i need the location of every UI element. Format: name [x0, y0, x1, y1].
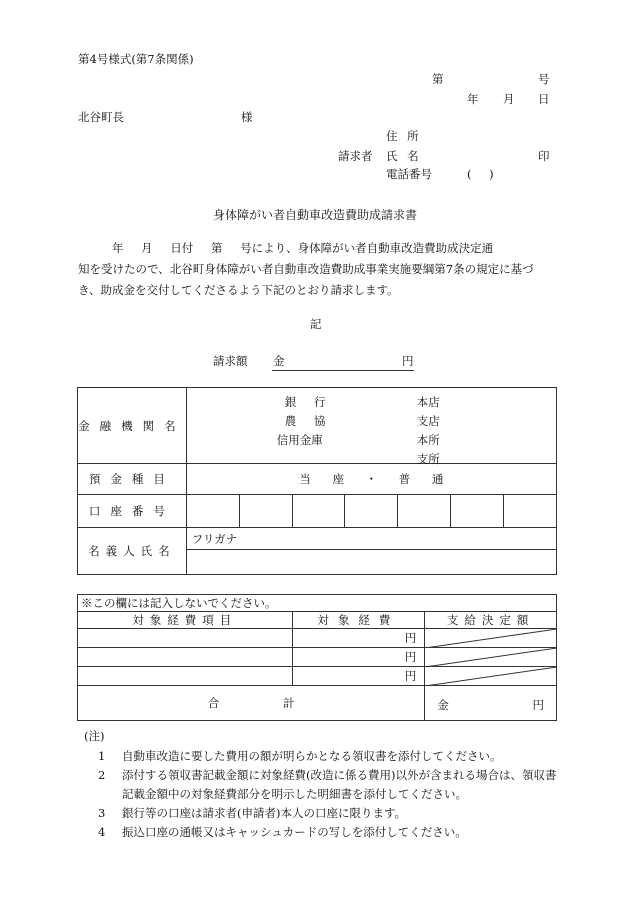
branch-type-main: 本店: [416, 395, 440, 409]
diagonal-strike: [425, 648, 557, 667]
institution-type-agri: 農 協: [284, 414, 326, 428]
total-prefix: 金: [437, 698, 449, 712]
eligible-expense-row-1[interactable]: 円: [292, 629, 425, 648]
paragraph-line-3: き、助成金を交付してくださるよう下記のとおり請求します。: [78, 283, 399, 297]
date-day-label: 日: [538, 92, 550, 106]
deposit-type-label: 預金種目: [78, 464, 187, 495]
request-paragraph: [78, 238, 556, 301]
note-item: 3 銀行等の口座は請求者(申請者)本人の口座に限ります。: [98, 806, 407, 820]
expense-item-row-3[interactable]: [78, 667, 293, 686]
phone-paren: ( ): [467, 167, 494, 181]
account-digit-6[interactable]: [451, 495, 504, 528]
note-item: 2 添付する領収書記載金額に対象経費(改造に係る費用)以外が含まれる場合は、領収書記載金額中の対象経費部分を明示した明細書を添付してください。: [98, 768, 557, 801]
note-item: 4 振込口座の通帳又はキャッシュカードの写しを添付してください。: [98, 825, 467, 839]
eligible-expense-row-3[interactable]: 円: [292, 667, 425, 686]
account-digit-4[interactable]: [345, 495, 398, 528]
addressee-honorific: 様: [241, 110, 253, 124]
paragraph-line-1: 年 月 日付 第 号により、身体障がい者自動車改造費助成決定通: [112, 241, 494, 255]
phone-label: 電話番号: [386, 167, 432, 181]
approved-amount-row-3: [425, 667, 557, 686]
paragraph-line-2: 知を受けたので、北谷町身体障がい者自動車改造費助成事業実施要綱第7条の規定に基づ: [78, 262, 534, 276]
applicant-name-label: 氏 名: [386, 149, 419, 163]
ki-marker: 記: [310, 317, 322, 331]
furigana-label: フリガナ: [191, 531, 238, 546]
branch-type-branch: 支店: [416, 414, 440, 428]
total-amount-field[interactable]: [425, 686, 557, 721]
approved-amount-row-2: [425, 648, 557, 667]
diagonal-strike: [425, 667, 557, 686]
addressee-name: 北谷町長: [78, 110, 124, 124]
claim-amount-prefix: 金: [273, 354, 285, 368]
note-item: 1 自動車改造に要した費用の額が明らかとなる領収書を添付してください。: [98, 749, 502, 763]
page-title: 身体障がい者自動車改造費助成請求書: [213, 208, 418, 222]
office-use-notice: ※この欄には記入しないでください。: [78, 595, 557, 612]
col-expense-item: 対象経費項目: [78, 612, 293, 629]
total-unit: 円: [532, 698, 544, 712]
seal-label: 印: [538, 149, 550, 163]
notes-section: [78, 727, 558, 842]
eligible-expense-row-2[interactable]: 円: [292, 648, 425, 667]
account-digit-7[interactable]: [504, 495, 557, 528]
applicant-role: 請求者: [338, 149, 373, 163]
col-approved-amount: 支給決定額: [425, 612, 557, 629]
expense-item-row-2[interactable]: [78, 648, 293, 667]
deposit-type-field[interactable]: 当 座 ・ 普 通: [186, 464, 556, 495]
date-year-label: 年: [467, 92, 479, 106]
institution-field[interactable]: [186, 388, 556, 464]
institution-label: 金融機関名: [78, 388, 187, 464]
document-number-label: 第: [432, 72, 444, 86]
notes-heading: (注): [84, 729, 105, 743]
form-number: 第4号様式(第7条関係): [78, 52, 194, 66]
applicant-address-label: 住 所: [386, 129, 419, 143]
bank-account-table: [77, 387, 557, 575]
date-month-label: 月: [503, 92, 515, 106]
office-use-table: [77, 594, 557, 721]
branch-type-main-office: 本所: [416, 433, 440, 447]
total-label: 合 計: [78, 686, 425, 721]
account-digit-1[interactable]: [186, 495, 239, 528]
institution-type-bank: 銀 行: [284, 395, 326, 409]
branch-type-sub-office: 支所: [416, 452, 440, 466]
claim-amount-underline: [272, 370, 414, 371]
claim-amount-unit: 円: [402, 354, 414, 368]
institution-type-credit: 信用金庫: [276, 433, 323, 447]
account-digit-5[interactable]: [398, 495, 451, 528]
account-digit-3[interactable]: [292, 495, 345, 528]
claim-amount-label: 請求額: [213, 354, 248, 368]
account-holder-field[interactable]: [186, 550, 556, 575]
document-number-suffix: 号: [538, 72, 550, 86]
expense-item-row-1[interactable]: [78, 629, 293, 648]
approved-amount-row-1: [425, 629, 557, 648]
account-holder-label: 名義人氏名: [78, 528, 187, 575]
col-eligible-expense: 対象経費: [292, 612, 425, 629]
account-digit-2[interactable]: [239, 495, 292, 528]
diagonal-strike: [425, 629, 557, 648]
account-number-label: 口座番号: [78, 495, 187, 528]
furigana-field[interactable]: [186, 528, 556, 550]
